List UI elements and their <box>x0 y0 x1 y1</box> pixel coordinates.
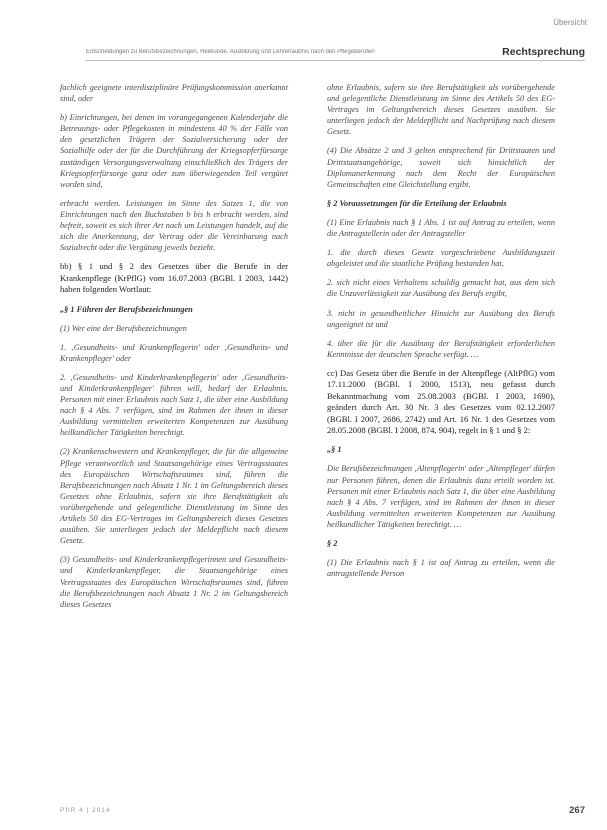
paragraph: (4) Die Absätze 2 und 3 gelten entsprechend für Drittstaaten und Drittstaatsangehörige, soweit sich hinsichtlich der Diplomanerkennung nach dem Recht der Europäischen Gemeinschaften eine Gleichstellung ergibt. <box>327 146 555 189</box>
paragraph: (2) Krankenschwestern und Krankenpfleger, die für die allgemeine Pflege verantwortlich und Staatsangehörige eines Vertragsstaates des Europäischen Wirtschaftsraumes sind, führen die Berufsbezeichnungen nach Absatz 1 Nr. 1 im Geltungsbereich dieses Gesetzes ohne Erlaubnis, sofern sie ihre Berufstätigkeit als vorübergehende und gelegentliche Dienstleistung im Sinne des Artikels 50 des EG-Vertrages im Geltungsbereich dieses Gesetzes ausüben. Sie unterliegen jedoch der Meldepflicht nach diesem Gesetz. <box>60 447 288 546</box>
paragraph: erbracht werden. Leistungen im Sinne des Satzes 1, die von Einrichtungen nach den Buchstaben b bis h erbracht werden, sind befreit, soweit es sich ihrer Art nach um Leistungen handelt, auf die sich die Anerkennung, der Vertrag oder die Vereinbarung nach Sozialrecht oder die Vergütung jeweils bezieht. <box>60 198 288 253</box>
paragraph: 1. die durch dieses Gesetz vorgeschriebene Ausbildungszeit abgeleistet und die staatliche Prüfung bestanden hat, <box>327 248 555 269</box>
paragraph: b) Einrichtungen, bei denen im vorangegangenen Kalenderjahr die Betreuungs- oder Pflegekosten in mindestens 40 % der Fälle von den gesetzlichen Trägern der Sozialversicherung oder der Sozialhilfe oder der für die Durchführung der Kriegsopferfürsorge zuständigen Versorgungsverwaltung einschließlich des Trägers der Kriegsopferfürsorge ganz oder zum überwiegenden Teil vergütet worden sind, <box>60 113 288 189</box>
left-column <box>60 82 288 618</box>
section-heading: § 2 Voraussetzungen für die Erteilung der Erlaubnis <box>327 198 507 208</box>
paragraph: bb) § 1 und § 2 des Gesetzes über die Berufe in der Krankenpflege (KrPflG) vom 16.07.2003 (BGBl. I 2003, 1442) haben folgenden Wortlaut: <box>60 261 288 295</box>
page-number: 267 <box>569 805 585 816</box>
right-column <box>327 82 555 587</box>
paragraph: 3. nicht in gesundheitlicher Hinsicht zur Ausübung des Berufs ungeeignet ist und <box>327 308 555 329</box>
section-title: Rechtsprechung <box>502 46 585 58</box>
running-header <box>86 44 585 61</box>
paragraph: 2. ‚Gesundheits- und Kinderkrankenpflegerin' oder ‚Gesundheits- und Kinderkrankenpfleger' führen will, bedarf der Erlaubnis. Personen mit einer Erlaubnis nach Satz 1, die über eine Ausbildung nach § 4 Abs. 7 verfügen, sind im Rahmen der ihnen in dieser Ausbildung vermittelten erweiterten Kompetenzen zur Ausübung heilkundlicher Tätigkeiten berechtigt. <box>60 372 288 438</box>
paragraph: (3) Gesundheits- und Kinderkrankenpflegerinnen und Gesundheits- und Kinderkrankenpfleger, die Staatsangehörige eines Vertragsstaates des Europäischen Wirtschaftsraumes sind, führen die Berufsbezeichnungen nach Absatz 1 Nr. 2 im Geltungsbereich dieses Gesetzes <box>60 555 288 609</box>
paragraph: (1) Die Erlaubnis nach § 1 ist auf Antrag zu erteilen, wenn die antragstellende Person <box>327 558 555 579</box>
header-tag: Übersicht <box>553 18 587 27</box>
paragraph: (1) Wer eine der Berufsbezeichnungen <box>60 323 187 333</box>
paragraph: 2. sich nicht eines Verhaltens schuldig gemacht hat, aus dem sich die Unzuverlässigkeit zur Ausübung des Berufs ergibt, <box>327 278 555 299</box>
paragraph: ohne Erlaubnis, sofern sie ihre Berufstätigkeit als vorübergehende und gelegentliche Dienstleistung im Sinne des Artikels 50 des EG-Vertrages im Geltungsbereich dieses Gesetzes ausüben. Sie unterliegen jedoch der Meldepflicht und Nachprüfung nach diesem Gesetz. <box>327 83 555 137</box>
header-description: Entscheidungen zu Berufsbezeichnungen, Heilkunde, Ausbildung und Lehrerlaubnis nach den Pflegeberufen <box>86 49 375 55</box>
paragraph: 1. ‚Gesundheits- und Krankenpflegerin' oder ‚Gesundheits- und Krankenpfleger' oder <box>60 342 288 363</box>
paragraph: fachlich geeignete interdisziplinäre Prüfungskommission anerkannt sind, oder <box>60 83 288 104</box>
section-heading: „§ 1 <box>327 445 342 455</box>
section-heading: „§ 1 Führen der Berufsbezeichnungen <box>60 304 193 314</box>
journal-footer: PflR 4 | 2014 <box>60 807 111 814</box>
paragraph: Die Berufsbezeichnungen ‚Altenpflegerin' oder ‚Altenpfleger' dürfen nur Personen führen, denen die Erlaubnis dazu erteilt worden ist. Personen mit einer Erlaubnis nach Satz 1, die über eine Ausbildung nach § 4 Abs. 7 verfügen, sind im Rahmen der ihnen in dieser Ausbildung vermittelten erweiterten Kompetenzen zur Ausübung heilkundlicher Tätigkeiten berechtigt. … <box>327 464 555 529</box>
section-heading: § 2 <box>327 538 338 548</box>
paragraph: 4. über die für die Ausübung der Berufstätigkeit erforderlichen Kenntnisse der deutschen Sprache verfügt. … <box>327 338 555 359</box>
paragraph: cc) Das Gesetz über die Berufe in der Altenpflege (AltPflG) vom 17.11.2000 (BGBl. I 2000, 1513), neu gefasst durch Bekanntmachung vom 25.08.2003 (BGBl. I 2003, 1690), geändert durch Art. 30 Nr. 3 des Gesetzes vom 02.12.2007 (BGBl. I 2007, 2686, 2742) und Art. 16 Nr. 1 des Gesetzes vom 28.05.2008 (BGBl. I 2008, 874, 904), regelt in § 1 und § 2: <box>327 367 555 435</box>
paragraph: (1) Eine Erlaubnis nach § 1 Abs. 1 ist auf Antrag zu erteilen, wenn die Antragstellerin oder der Antragsteller <box>327 217 555 239</box>
